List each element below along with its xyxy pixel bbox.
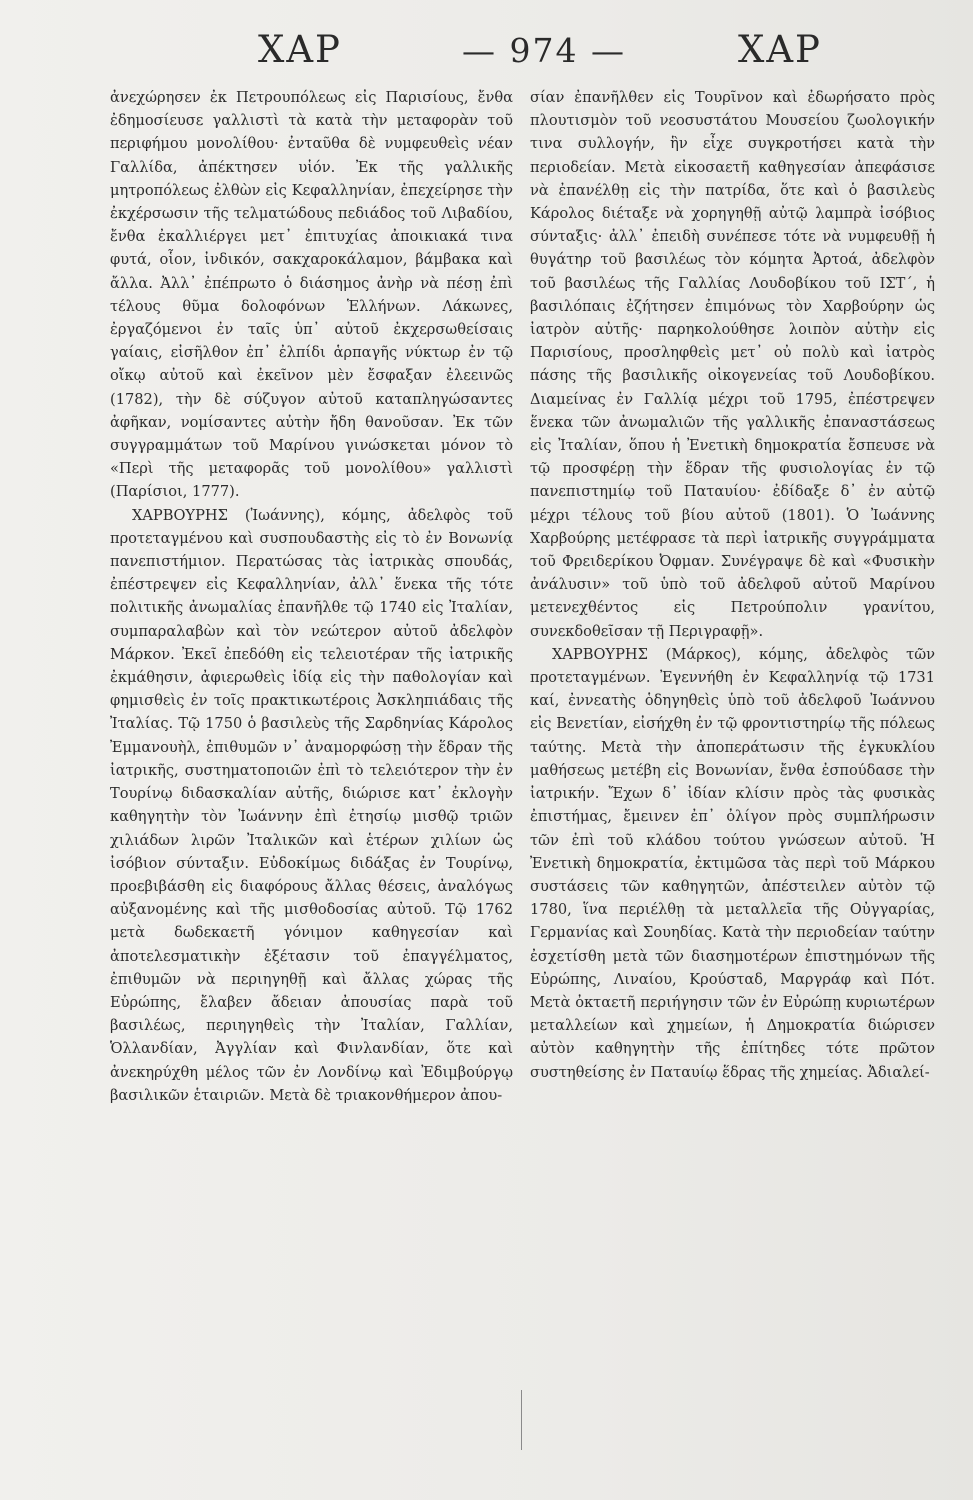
- left-column: [110, 86, 513, 1456]
- header-right-word: ΧΑΡ: [738, 28, 822, 71]
- header-left-word: ΧΑΡ: [258, 28, 342, 71]
- right-column: [530, 86, 935, 1456]
- entry-ioannis-charvouris: ΧΑΡΒΟΥΡΗΣ (Ἰωάννης), κόμης, ἀδελφὸς τοῦ προτεταγμένου καὶ συσπουδαστὴς εἰς τὸ ἐν Βονωνίᾳ πανεπιστήμιον. Περατώσας τὰς ἰατρικὰς σπουδάς, ἐπέστρεψεν εἰς Κεφαλληνίαν, ἀλλ᾿ ἕνεκα τῆς τότε πολιτικῆς ἀνωμαλίας ἐπανῆλθε τῷ 1740 εἰς Ἰταλίαν, συμπαραλαβὼν καὶ τὸν νεώτερον αὐτοῦ ἀδελφὸν Μάρκον. Ἐκεῖ ἐπεδόθη εἰς τελειοτέραν τῆς ἰατρικῆς ἐκμάθησιν, ἀφιερωθεὶς ἰδίᾳ εἰς τὴν παθολογίαν καὶ φημισθεὶς ἐν τοῖς πρακτικωτέροις Ἀσκληπιάδαις τῆς Ἰταλίας. Τῷ 1750 ὁ βασιλεὺς τῆς Σαρδηνίας Κάρολος Ἐμμανουὴλ, ἐπιθυμῶν ν᾿ ἀναμορφώσῃ τὴν ἕδραν τῆς ἰατρικῆς, συστηματοποιῶν ἐπὶ τὸ τελειότερον τὴν ἐν Τουρίνῳ διδασκαλίαν αὐτῆς, διώρισε κατ᾿ ἐκλογὴν καθηγητὴν τὸν Ἰωάννην ἐπὶ ἐτησίῳ μισθῷ τριῶν χιλιάδων λιρῶν Ἰταλικῶν καὶ ἑτέρων χιλίων ὡς ἰσόβιον σύνταξιν. Εὐδοκίμως διδάξας ἐν Τουρίνῳ, προεβιβάσθη εἰς διαφόρους ἄλλας θέσεις, ἀναλόγως αὐξανομένης καὶ τῆς μισθοδοσίας αὐτοῦ. Τῷ 1762 μετὰ δωδεκαετῆ γόνιμον καθηγεσίαν καὶ ἀποτελεσματικὴν ἐξέτασιν τοῦ ἐπαγγέλματος, ἐπιθυμῶν νὰ περιηγηθῇ καὶ ἄλλας χώρας τῆς Εὐρώπης, ἔλαβεν ἄδειαν ἀπουσίας παρὰ τοῦ βασιλέως, περιηγηθεὶς τὴν Ἰταλίαν, Γαλλίαν, Ὁλλανδίαν, Ἀγγλίαν καὶ Φινλανδίαν, ὅτε καὶ ἀνεκηρύχθη μέλος τῶν ἐν Λονδίνῳ καὶ Ἐδιμβούργῳ βασιλικῶν ἑταιριῶν. Μετὰ δὲ τριακονθήμερον ἀπου-: [110, 506, 513, 1104]
- running-header: [0, 28, 973, 72]
- entry-markos-charvouris: ΧΑΡΒΟΥΡΗΣ (Μάρκος), κόμης, ἀδελφὸς τῶν προτεταγμένων. Ἐγεννήθη ἐν Κεφαλληνίᾳ τῷ 1731 καί, ἐννεατὴς ὁδηγηθεὶς ὑπὸ τοῦ ἀδελφοῦ Ἰωάννου εἰς Βενετίαν, εἰσήχθη ἐν τῷ φροντιστηρίῳ τῆς πόλεως ταύτης. Μετὰ τὴν ἀποπεράτωσιν τῆς ἐγκυκλίου μαθήσεως μετέβη εἰς Βονωνίαν, ἔνθα ἐσπούδασε τὴν ἰατρικήν. Ἔχων δ᾿ ἰδίαν κλίσιν πρὸς τὰς φυσικὰς ἐπιστήμας, ἔμεινεν ἐπ᾿ ὀλίγον πρὸς συμπλήρωσιν τῶν ἐπὶ τοῦ κλάδου τούτου γνώσεων αὐτοῦ. Ἡ Ἐνετικὴ δημοκρατία, ἐκτιμῶσα τὰς περὶ τοῦ Μάρκου συστάσεις τῶν καθηγητῶν, ἀπέστειλεν αὐτὸν τῷ 1780, ἵνα περιέλθῃ τὰ μεταλλεῖα τῆς Οὐγγαρίας, Γερμανίας καὶ Σουηδίας. Κατὰ τὴν περιοδείαν ταύτην ἐσχετίσθη μετὰ τῶν διασημοτέρων ἐπιστημόνων τῆς Εὐρώπης, Λιναίου, Κρούσταδ, Μαργράφ καὶ Πότ. Μετὰ ὀκταετῆ περιήγησιν τῶν ἐν Εὐρώπῃ κυριωτέρων μεταλλείων καὶ χημείων, ἡ Δημοκρατία διώρισεν αὐτὸν καθηγητὴν τῆς ἐπίτηδες τότε πρῶτον συστηθείσης ἐν Παταυίῳ ἕδρας τῆς χημείας. Ἀδιαλεί-: [530, 645, 935, 1081]
- column-divider: [521, 1390, 522, 1450]
- left-paragraph-1: ἀνεχώρησεν ἐκ Πετρουπόλεως εἰς Παρισίους, ἔνθα ἐδημοσίευσε γαλλιστὶ τὰ κατὰ τὴν μεταφορὰν τοῦ περιφήμου μονολίθου· ἐνταῦθα δὲ νυμφευθεὶς νέαν Γαλλίδα, ἀπέκτησεν υἱόν. Ἐκ τῆς γαλλικῆς μητροπόλεως ἐλθὼν εἰς Κεφαλληνίαν, ἐπεχείρησε τὴν ἐκχέρσωσιν τῆς τελματώδους πεδιάδος τοῦ Λιβαδίου, ἔνθα ἐκαλλιέργει μετ᾿ ἐπιτυχίας ἀποικιακά τινα φυτά, οἷον, ἰνδικόν, σακχαροκάλαμον, βάμβακα καὶ ἄλλα. Ἀλλ᾿ ἐπέπρωτο ὁ διάσημος ἀνὴρ νὰ πέσῃ ἐπὶ τέλους θῦμα δολοφόνων Ἑλλήνων. Λάκωνες, ἐργαζόμενοι ἐν ταῖς ὑπ᾿ αὐτοῦ ἐκχερσωθείσαις γαίαις, εἰσῆλθον ἐπ᾿ ἐλπίδι ἁρπαγῆς νύκτωρ ἐν τῷ οἴκῳ αὐτοῦ καὶ ἐκεῖνον μὲν ἔσφαξαν ἐλεεινῶς (1782), τὴν δὲ σύζυγον αὐτοῦ καταπληγώσαντες ἀφῆκαν, νομίσαντες αὐτὴν ἤδη θανοῦσαν. Ἐκ τῶν συγγραμμάτων τοῦ Μαρίνου γινώσκεται μόνον τὸ «Περὶ τῆς μεταφορᾶς τοῦ μονολίθου» γαλλιστὶ (Παρίσιοι, 1777).: [110, 89, 513, 501]
- page-number: — 974 —: [462, 31, 626, 70]
- right-paragraph-1: σίαν ἐπανῆλθεν εἰς Τουρῖνον καὶ ἐδωρήσατο πρὸς πλουτισμὸν τοῦ νεοσυστάτου Μουσείου ζωολογικήν τινα συλλογήν, ἣν εἶχε συγκροτήσει κατὰ τὴν περιοδείαν. Μετὰ εἰκοσαετῆ καθηγεσίαν ἀπεφάσισε νὰ ἐπανέλθῃ εἰς τὴν πατρίδα, ὅτε καὶ ὁ βασιλεὺς Κάρολος διέταξε νὰ χορηγηθῇ αὐτῷ λαμπρὰ ἰσόβιος σύνταξις· ἀλλ᾿ ἐπειδὴ συνέπεσε τότε νὰ νυμφευθῇ ἡ θυγάτηρ τοῦ βασιλέως τὸν κόμητα Ἀρτοά, ἀδελφὸν τοῦ βασιλέως τῆς Γαλλίας Λουδοβίκου τοῦ ΙΣΤ´, ἡ βασιλόπαις ἐζήτησεν ἐπιμόνως τὸν Χαρβούρην ὡς ἰατρὸν αὐτῆς· παρηκολούθησε λοιπὸν αὐτὴν εἰς Παρισίους, προσληφθεὶς μετ᾿ οὐ πολὺ καὶ ἰατρὸς πάσης τῆς βασιλικῆς οἰκογενείας τοῦ Λουδοβίκου. Διαμείνας ἐν Γαλλίᾳ μέχρι τοῦ 1795, ἐπέστρεψεν ἕνεκα τῶν ἀνωμαλιῶν τῆς γαλλικῆς ἐπαναστάσεως εἰς Ἰταλίαν, ὅπου ἡ Ἐνετικὴ δημοκρατία ἔσπευσε νὰ τῷ προσφέρῃ τὴν ἕδραν τῆς φυσιολογίας ἐν τῷ πανεπιστημίῳ τοῦ Παταυίου· ἐδίδαξε δ᾿ ἐν αὐτῷ μέχρι τέλους τοῦ βίου αὐτοῦ (1801). Ὁ Ἰωάννης Χαρβούρης μετέφρασε τὰ περὶ ἰατρικῆς συγγράμματα τοῦ Φρειδερίκου Ὀφμαν. Συνέγραψε δὲ καὶ «Φυσικὴν ἀνάλυσιν» τοῦ ὑπὸ τοῦ ἀδελφοῦ αὐτοῦ Μαρίνου μετενεχθέντος εἰς Πετρούπολιν γρανίτου, συνεκδοθεῖσαν τῇ Περιγραφῇ».: [530, 89, 935, 640]
